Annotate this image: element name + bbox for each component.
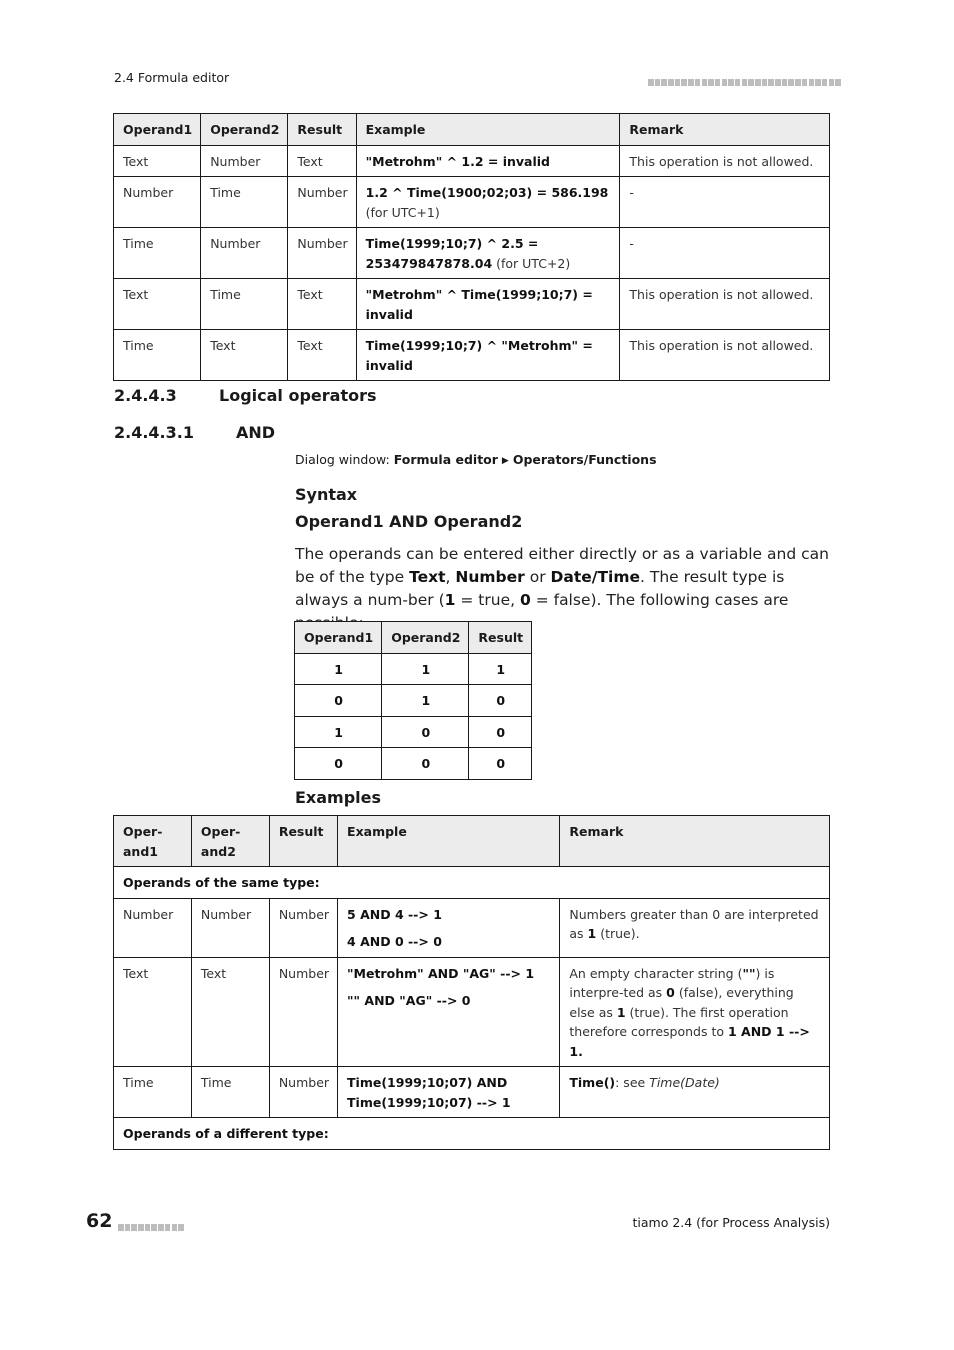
table-row	[114, 279, 830, 330]
dialog-path	[295, 452, 657, 467]
section-title: Logical operators	[219, 386, 377, 405]
cell-result: Number	[269, 1067, 337, 1118]
column-header: Result	[269, 816, 337, 867]
column-header: Result	[288, 114, 356, 146]
cell-operand2: Time	[201, 177, 288, 228]
para-text: The operands can be entered either directly or as a variable and can be of the type	[295, 545, 829, 586]
table-row	[114, 177, 830, 228]
table-header-row	[295, 622, 532, 654]
subsection-title: AND	[236, 423, 276, 442]
cell-result: 0	[469, 748, 532, 780]
cell-operand1: Time	[114, 228, 201, 279]
header-decorative-squares	[648, 72, 842, 91]
section-heading-logical-operators	[114, 386, 377, 405]
example-note: (for UTC+1)	[365, 204, 440, 220]
group-label: Operands of a different type:	[114, 1118, 830, 1150]
cell-operand1: Number	[114, 898, 192, 957]
remark-bold: ""	[742, 965, 756, 981]
remark-bold: 1	[587, 926, 597, 941]
column-header: Operand2	[201, 114, 288, 146]
example-expression: 4 AND 0 --> 0	[347, 934, 442, 949]
cell-remark	[560, 898, 830, 957]
column-header: Operand1	[295, 622, 382, 654]
remark-text: : see	[615, 1075, 650, 1090]
remark-text: (true).	[596, 926, 640, 941]
table-row	[114, 1067, 830, 1118]
table-row	[114, 330, 830, 381]
remark-text: (false), everything else as	[569, 985, 794, 1020]
column-header: Result	[469, 622, 532, 654]
remark-bold: 1 AND 1 --> 1.	[569, 1024, 810, 1059]
cell-result: Text	[288, 330, 356, 381]
remark-bold: 0	[666, 985, 675, 1000]
cell-operand1: Time	[114, 1067, 192, 1118]
table-row	[114, 898, 830, 957]
cell-operand1: Time	[114, 330, 201, 381]
cell-result: Number	[288, 228, 356, 279]
syntax-heading: Syntax	[295, 485, 358, 504]
cell-example	[356, 177, 620, 228]
remark-text: Numbers greater than 0 are interpreted as	[569, 906, 819, 941]
remark-bold: 1	[616, 1004, 626, 1020]
cell-result: 0	[469, 685, 532, 717]
cell-operand1: 1	[295, 653, 382, 685]
cell-operand1: Text	[114, 279, 201, 330]
cell-result: Text	[288, 145, 356, 177]
example-expression: 1.2 ^ Time(1900;02;03) = 586.198	[365, 185, 609, 200]
remark-bold: Time()	[569, 1075, 616, 1090]
cell-operand2: Time	[201, 279, 288, 330]
dialog-path-formula-editor: Formula editor	[393, 452, 498, 467]
cell-example	[338, 1067, 560, 1118]
column-header: Example	[356, 114, 620, 146]
example-expression: "Metrohm" ^ Time(1999;10;7) = invalid	[365, 287, 593, 322]
cell-operand2: 0	[382, 748, 469, 780]
table-header-row	[114, 114, 830, 146]
cell-example	[356, 145, 620, 177]
cell-operand1: Text	[114, 145, 201, 177]
example-expression: 5 AND 4 --> 1	[347, 906, 442, 922]
example-expression: "" AND "AG" --> 0	[347, 993, 471, 1008]
cell-operand2: Number	[201, 228, 288, 279]
cell-operand1: 0	[295, 685, 382, 717]
examples-heading: Examples	[295, 788, 382, 807]
power-operator-table	[113, 113, 830, 381]
footer-decorative-squares	[118, 1217, 185, 1236]
remark-link-time-date[interactable]: Time(Date)	[649, 1075, 720, 1090]
column-header: Remark	[560, 816, 830, 867]
group-row-different-type	[114, 1118, 830, 1150]
cell-example	[356, 279, 620, 330]
table-row	[295, 716, 532, 748]
table-row	[114, 228, 830, 279]
cell-operand2: 0	[382, 716, 469, 748]
cell-example	[356, 228, 620, 279]
cell-operand2: Text	[191, 957, 269, 1067]
column-header: Oper- and1	[114, 816, 192, 867]
cell-remark: -	[620, 177, 830, 228]
cell-result: Number	[288, 177, 356, 228]
para-text: ,	[445, 568, 456, 586]
cell-operand2: Number	[201, 145, 288, 177]
cell-remark: This operation is not allowed.	[620, 279, 830, 330]
example-note: (for UTC+2)	[496, 255, 571, 271]
example-expression: Time(1999;10;07) AND Time(1999;10;07) --> 1	[347, 1075, 511, 1110]
cell-result: Number	[269, 957, 337, 1067]
table-row	[295, 653, 532, 685]
dialog-path-operators-functions: Operators/Functions	[512, 452, 657, 467]
subsection-heading-and	[114, 423, 275, 442]
type-datetime: Date/Time	[550, 568, 640, 586]
syntax-expression: Operand1 AND Operand2	[295, 512, 523, 531]
column-header: Operand1	[114, 114, 201, 146]
section-number: 2.4.4.3	[114, 386, 177, 405]
value-true: 1	[444, 591, 456, 609]
table-row	[114, 145, 830, 177]
type-number: Number	[455, 568, 525, 586]
cell-remark: This operation is not allowed.	[620, 145, 830, 177]
example-expression: Time(1999;10;7) ^ "Metrohm" = invalid	[365, 338, 593, 373]
group-row-same-type	[114, 867, 830, 899]
remark-text: (true). The first operation therefore corresponds to	[569, 1004, 789, 1039]
cell-operand1: Number	[114, 177, 201, 228]
cell-result: Number	[269, 898, 337, 957]
cell-remark	[560, 1067, 830, 1118]
cell-remark: This operation is not allowed.	[620, 330, 830, 381]
cell-example	[338, 957, 560, 1067]
column-header: Operand2	[382, 622, 469, 654]
cell-example	[338, 898, 560, 957]
column-header: Remark	[620, 114, 830, 146]
cell-operand2: Text	[201, 330, 288, 381]
para-text: = false). The following cases are	[535, 591, 789, 609]
example-expression: "Metrohm" AND "AG" --> 1	[347, 965, 535, 981]
table-row	[295, 685, 532, 717]
cell-operand1: Text	[114, 957, 192, 1067]
para-text: . The result type is always a num-ber (	[295, 568, 785, 609]
remark-text: ) is interpre-ted as	[569, 965, 775, 1000]
table-row	[295, 748, 532, 780]
subsection-number: 2.4.4.3.1	[114, 423, 194, 442]
cell-example	[356, 330, 620, 381]
and-examples-table	[113, 815, 830, 1150]
column-header: Example	[338, 816, 560, 867]
example-expression: Time(1999;10;7) ^ 2.5 = 253479847878.04	[365, 236, 539, 271]
para-text: = true,	[455, 591, 520, 609]
cell-result: 0	[469, 716, 532, 748]
triangle-arrow-icon: ▶	[501, 456, 509, 466]
type-text: Text	[409, 568, 446, 586]
group-label: Operands of the same type:	[114, 867, 830, 899]
footer-product-name: tiamo 2.4 (for Process Analysis)	[632, 1215, 830, 1230]
cell-remark: -	[620, 228, 830, 279]
page-number: 62	[86, 1210, 113, 1232]
cell-operand2: 1	[382, 653, 469, 685]
table-header-row	[114, 816, 830, 867]
cell-result: Text	[288, 279, 356, 330]
table-row	[114, 957, 830, 1067]
cell-operand1: 1	[295, 716, 382, 748]
cell-result: 1	[469, 653, 532, 685]
dialog-prefix: Dialog window:	[295, 452, 394, 467]
cell-operand1: 0	[295, 748, 382, 780]
value-false: 0	[519, 591, 531, 609]
cell-operand2: Time	[191, 1067, 269, 1118]
cell-remark	[560, 957, 830, 1067]
column-header: Oper- and2	[191, 816, 269, 867]
remark-text: An empty character string (	[569, 965, 743, 981]
cell-operand2: Number	[191, 898, 269, 957]
example-expression: "Metrohm" ^ 1.2 = invalid	[365, 153, 550, 169]
and-truth-table	[294, 621, 532, 780]
para-text: or	[524, 568, 551, 586]
cell-operand2: 1	[382, 685, 469, 717]
running-header-section: 2.4 Formula editor	[114, 70, 230, 85]
